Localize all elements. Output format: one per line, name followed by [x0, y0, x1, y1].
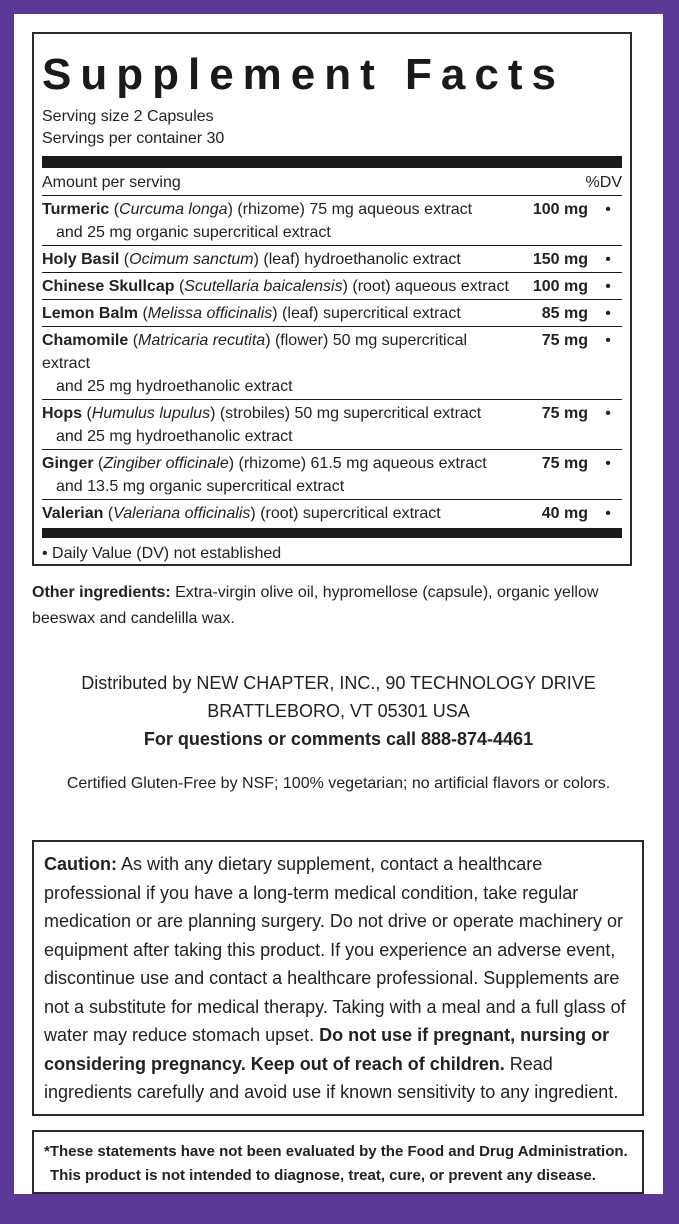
- ingredient-row: Hops (Humulus lupulus) (strobiles) 50 mg supercritical extract and 25 mg hydroethanolic extract 75 mg •: [42, 400, 622, 450]
- ingredient-row: Turmeric (Curcuma longa) (rhizome) 75 mg aqueous extract and 25 mg organic supercritical extract 100 mg •: [42, 196, 622, 246]
- facts-title: Supplement Facts: [42, 50, 565, 99]
- other-ingredients-text: Extra-virgin olive oil, hypromellose (capsule), organic yellow beeswax and candelilla wax.: [32, 584, 599, 627]
- caution-label: Caution:: [44, 854, 117, 874]
- servings-per-container: Servings per container 30: [42, 130, 225, 147]
- caution-text: As with any dietary supplement, contact a healthcare professional if you have a long-term medical condition, take regular medication or are planning surgery. Do not drive or operate machinery or equipment after taking this product. If you experience an adverse event, discontinue use and contact a healthcare professional. Supplements are not a substitute for medical therapy. Taking with a meal and a full glass of water may reduce stomach upset.: [44, 854, 626, 1045]
- ingredient-row: Holy Basil (Ocimum sanctum) (leaf) hydroethanolic extract 150 mg •: [42, 246, 622, 273]
- ingredient-rows: [42, 196, 622, 526]
- disclaimer-line2: This product is not intended to diagnose, treat, cure, or prevent any disease.: [50, 1167, 596, 1184]
- certification-text: Certified Gluten-Free by NSF; 100% vegetarian; no artificial flavors or colors.: [66, 775, 611, 792]
- supplement-facts-panel: [32, 32, 632, 566]
- disclaimer-line1: *These statements have not been evaluated by the Food and Drug Administration.: [44, 1143, 628, 1160]
- contact-line: For questions or comments call 888-874-4461: [143, 729, 534, 749]
- ingredient-row: Chamomile (Matricaria recutita) (flower) 50 mg supercritical extract and 25 mg hydroethanolic extract 75 mg •: [42, 327, 622, 400]
- caution-box: [32, 840, 644, 1116]
- ingredient-row: Chinese Skullcap (Scutellaria baicalensis) (root) aqueous extract 100 mg •: [42, 273, 622, 300]
- serving-size: Serving size 2 Capsules: [42, 108, 214, 125]
- ingredient-row: Ginger (Zingiber officinale) (rhizome) 61.5 mg aqueous extract and 13.5 mg organic supercritical extract 75 mg •: [42, 450, 622, 500]
- ingredient-row: Lemon Balm (Melissa officinalis) (leaf) supercritical extract 85 mg •: [42, 300, 622, 327]
- distributor-line1: Distributed by NEW CHAPTER, INC., 90 TECHNOLOGY DRIVE: [81, 673, 596, 693]
- caution-warning: Do not use if pregnant, nursing or considering pregnancy. Keep out of reach of children.: [44, 1025, 610, 1074]
- ingredient-row: Valerian (Valeriana officinalis) (root) supercritical extract 40 mg •: [42, 505, 611, 522]
- distributor-line2: BRATTLEBORO, VT 05301 USA: [207, 701, 470, 721]
- facts-header: [42, 168, 622, 196]
- dv-footnote: • Daily Value (DV) not established: [42, 545, 282, 562]
- dv-header: %DV: [585, 174, 622, 191]
- fda-disclaimer: [32, 1130, 644, 1194]
- divider-bar-bottom: [42, 528, 622, 538]
- distributor-info: [14, 669, 663, 753]
- amount-header: Amount per serving: [42, 174, 181, 191]
- caution-text-end: Read ingredients carefully and avoid use if known sensitivity to any ingredient.: [44, 1053, 619, 1102]
- product-label: [14, 14, 663, 1194]
- divider-bar: [42, 156, 622, 168]
- other-ingredients-label: Other ingredients:: [32, 584, 171, 601]
- other-ingredients: [32, 580, 642, 632]
